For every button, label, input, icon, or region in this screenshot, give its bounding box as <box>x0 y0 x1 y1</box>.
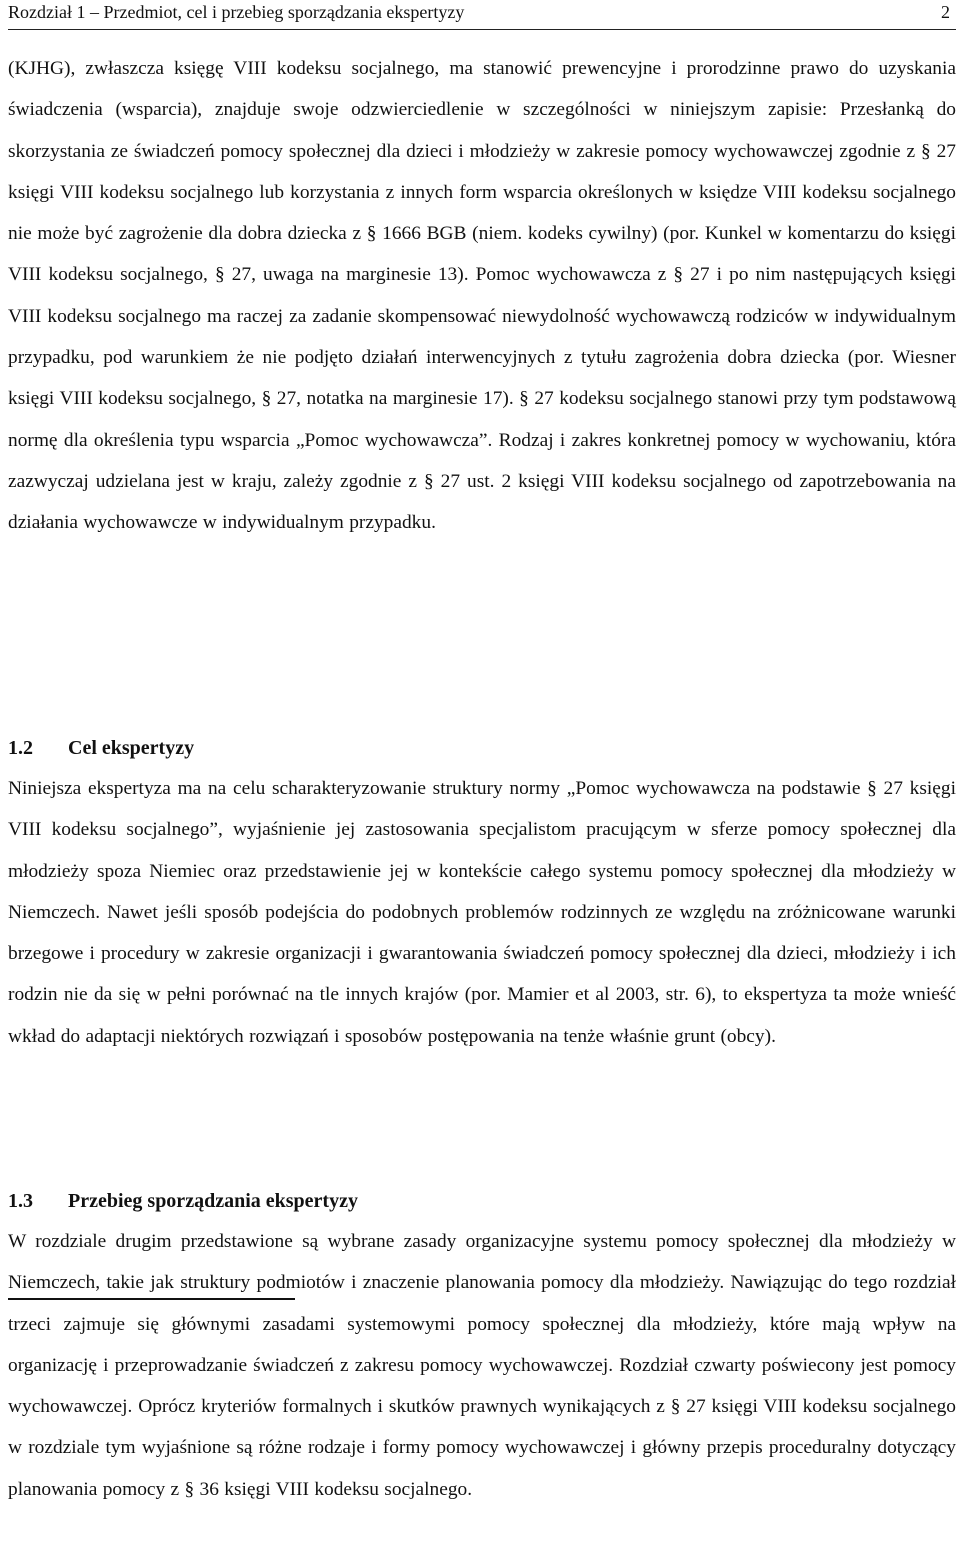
page-number: 2 <box>941 2 950 22</box>
paragraph-2: Niniejsza ekspertyza ma na celu scharakteryzowanie struktury normy „Pomoc wychowawcza na podstawie § 27 księgi VIII kodeksu socjalnego”, wyjaśnienie jej zastosowania specjalistom pracującym w sferze pomocy społecznej dla młodzieży spoza Niemiec oraz przedstawienie jej w kontekście całego systemu pomocy społecznej dla młodzieży w Niemczech. Nawet jeśli sposób podejścia do podobnych problemów rodzinnych ze względu na zróżnicowane warunki brzegowe i procedury w zakresie organizacji i gwarantowania świadczeń pomocy społecznej dla dzieci, młodzieży i ich rodzin nie da się w pełni porównać na tle innych krajów (por. Mamier et al 2003, str. 6), to ekspertyza ta może wnieść wkład do adaptacji niektórych rozwiązań i sposobów postępowania na tenże właśnie grunt (obcy). <box>8 778 956 1047</box>
running-header <box>8 0 956 26</box>
section-heading-1-2 <box>8 734 956 762</box>
section-heading-1-3 <box>8 1187 956 1215</box>
header-divider <box>8 29 956 30</box>
paragraph-3: W rozdziale drugim przedstawione są wybrane zasady organizacyjne systemu pomocy społecznej dla młodzieży w Niemczech, takie jak struktury podmiotów i znaczenie planowania pomocy dla młodzieży. Nawiązując do tego rozdział trzeci zajmuje się głównymi zasadami systemowymi pomocy społecznej dla młodzieży, które mają wpływ na organizację i przeprowadzanie świadczeń z zakresu pomocy wychowawczej. Rozdział czwarty poświecony jest pomocy wychowawczej. Oprócz kryteriów formalnych i skutków prawnych wynikających z § 27 księgi VIII kodeksu socjalnego w rozdziale tym wyjaśnione są różne rodzaje i formy pomocy wychowawczej i główny przepis proceduralny dotyczący planowania pomocy z § 36 księgi VIII kodeksu socjalnego. <box>8 1231 956 1500</box>
section-number: 1.2 <box>8 737 33 759</box>
section-number: 1.3 <box>8 1190 33 1212</box>
chapter-title: Rozdział 1 – Przedmiot, cel i przebieg sporządzania ekspertyzy <box>8 2 465 22</box>
section-title: Cel ekspertyzy <box>68 737 195 759</box>
section-title: Przebieg sporządzania ekspertyzy <box>68 1190 358 1212</box>
paragraph-1: (KJHG), zwłaszcza księgę VIII kodeksu socjalnego, ma stanowić prewencyjne i prorodzinne prawo do uzyskania świadczenia (wsparcia), znajduje swoje odzwierciedlenie w szczególności w niniejszym zapisie: Przesłanką do skorzystania ze świadczeń pomocy społecznej dla dzieci i młodzieży w zakresie pomocy wychowawczej zgodnie z § 27 księgi VIII kodeksu socjalnego lub korzystania z innych form wsparcia określonych w księdze VIII kodeksu socjalnego nie może być zagrożenie dla dobra dziecka z § 1666 BGB (niem. kodeks cywilny) (por. Kunkel w komentarzu do księgi VIII kodeksu socjalnego, § 27, uwaga na marginesie 13). Pomoc wychowawcza z § 27 i po nim następujących księgi VIII kodeksu socjalnego ma raczej za zadanie skompensować niewydolność wychowawczą rodziców w indywidualnym przypadku, pod warunkiem że nie podjęto działań interwencyjnych z tytułu zagrożenia dobra dziecka (por. Wiesner księgi VIII kodeksu socjalnego, § 27, notatka na marginesie 17). § 27 kodeksu socjalnego stanowi przy tym podstawową normę dla określenia typu wsparcia „Pomoc wychowawcza”. Rodzaj i zakres konkretnej pomocy w wychowaniu, która zazwyczaj udzielana jest w kraju, zależy zgodnie z § 27 ust. 2 księgi VIII kodeksu socjalnego od zapotrzebowania na działania wychowawcze w indywidualnym przypadku. <box>8 58 956 534</box>
document-page <box>8 0 956 1548</box>
text-underline-mark <box>8 1298 295 1300</box>
